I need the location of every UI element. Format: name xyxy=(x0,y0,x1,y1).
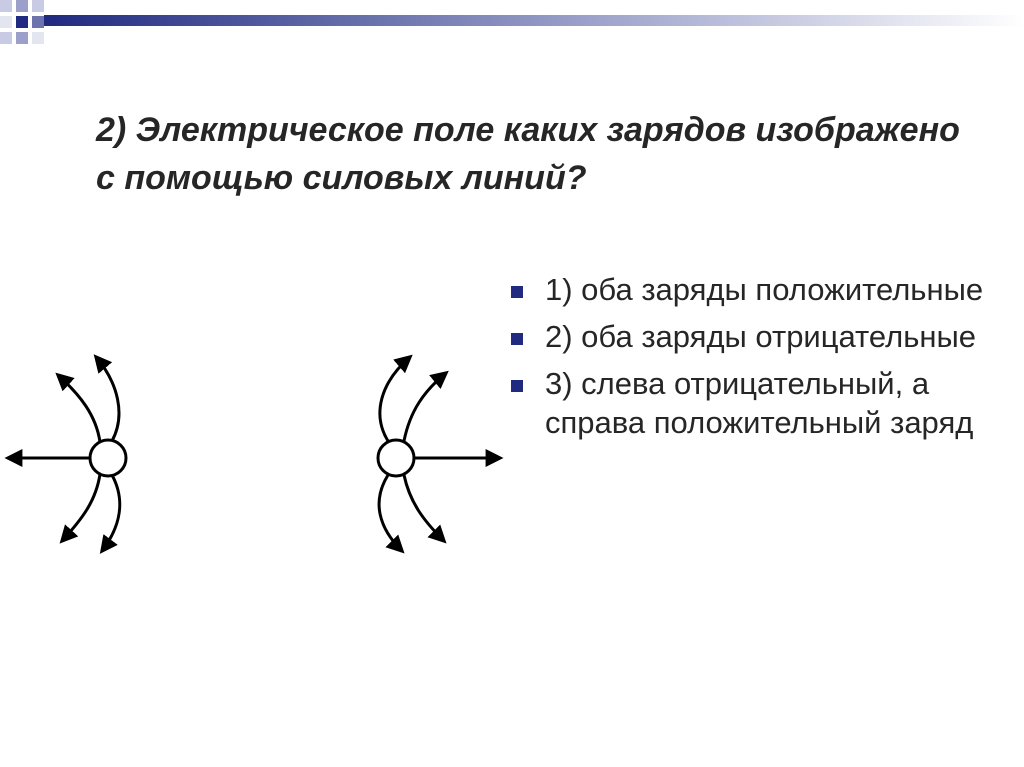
answer-options xyxy=(508,270,1008,450)
answer-option-3[interactable] xyxy=(508,364,1008,442)
right-charge xyxy=(378,440,414,476)
header-decoration xyxy=(0,0,1024,60)
bullet-square-icon xyxy=(511,333,523,345)
answer-option-1[interactable] xyxy=(508,270,1008,309)
bullet-square-icon xyxy=(511,286,523,298)
left-charge xyxy=(90,440,126,476)
answer-option-label: 1) оба заряды положительные xyxy=(545,272,984,307)
slide-title: 2) Электрическое поле каких зарядов изображено с помощью силовых линий? xyxy=(96,111,960,197)
answer-option-2[interactable] xyxy=(508,317,1008,356)
bullet-square-icon xyxy=(511,380,523,392)
field-lines-diagram xyxy=(0,345,510,560)
answer-option-label: 3) слева отрицательный, а справа положительный заряд xyxy=(545,366,974,440)
answer-option-label: 2) оба заряды отрицательные xyxy=(545,319,977,354)
